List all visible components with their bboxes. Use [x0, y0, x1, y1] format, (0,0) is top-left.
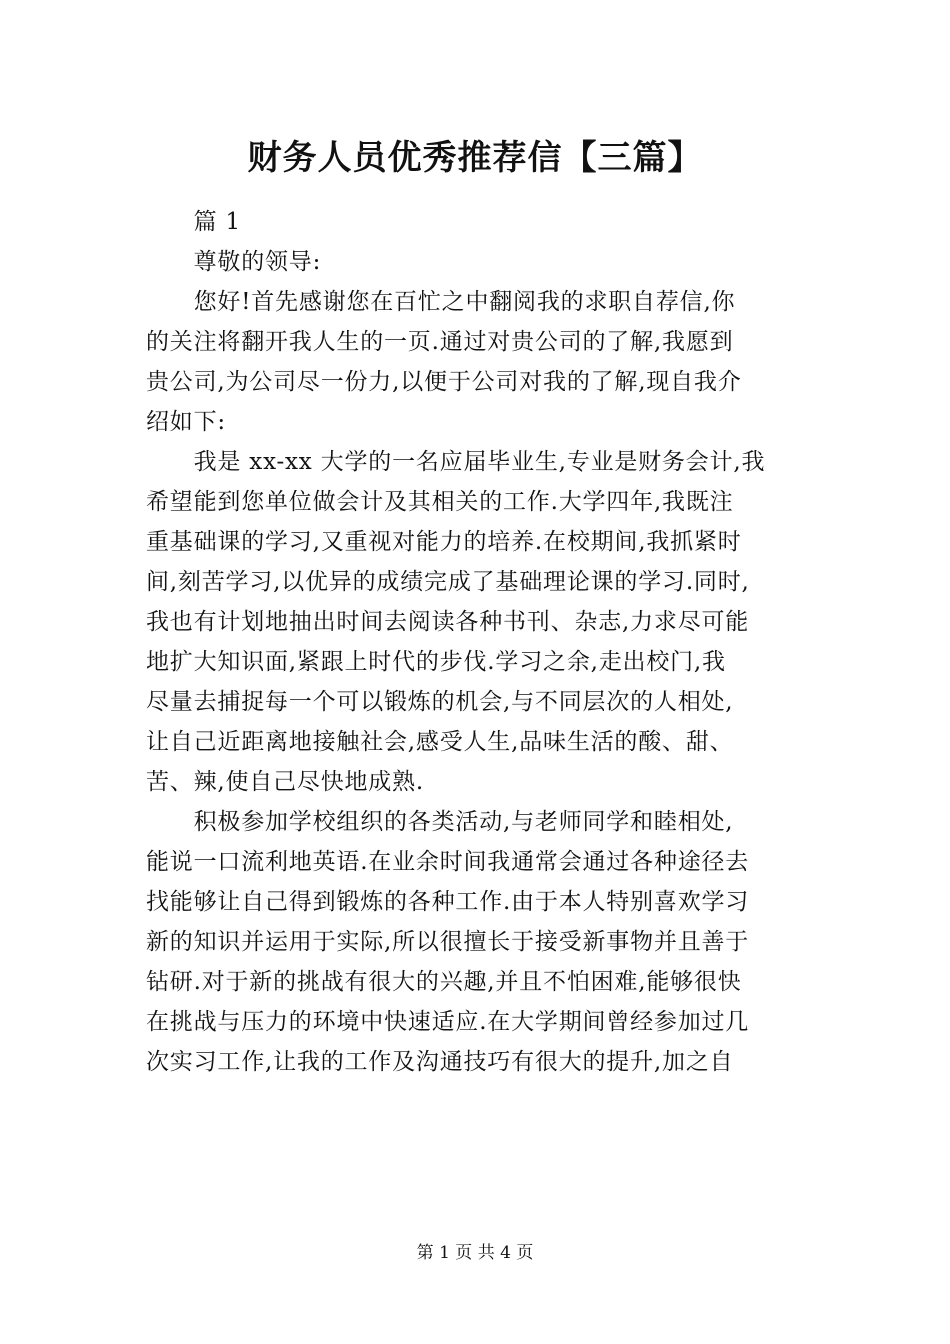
page-footer: 第 1 页 共 4 页 [416, 1243, 534, 1263]
document-title: 财务人员优秀推荐信【三篇】 [247, 138, 703, 178]
text-line: 我是 xx-xx 大学的一名应届毕业生,专业是财务会计,我 [146, 449, 766, 475]
text-line: 希望能到您单位做会计及其相关的工作.大学四年,我既注 [146, 489, 734, 515]
text-line: 钻研.对于新的挑战有很大的兴趣,并且不怕困难,能够很快 [146, 969, 742, 995]
text-line: 的关注将翻开我人生的一页.通过对贵公司的了解,我愿到 [146, 329, 734, 355]
section-heading: 篇 1 [193, 209, 241, 235]
text-line: 间,刻苦学习,以优异的成绩完成了基础理论课的学习.同时, [146, 569, 750, 595]
text-line: 贵公司,为公司尽一份力,以便于公司对我的了解,现自我介 [146, 369, 742, 395]
text-line: 绍如下: [146, 409, 226, 435]
text-line: 尽量去捕捉每一个可以锻炼的机会,与不同层次的人相处, [146, 689, 734, 715]
text-line: 重基础课的学习,又重视对能力的培养.在校期间,我抓紧时 [146, 529, 742, 555]
text-line: 积极参加学校组织的各类活动,与老师同学和睦相处, [146, 809, 734, 835]
document-body [146, 202, 816, 1082]
text-line: 苦、辣,使自己尽快地成熟. [146, 769, 425, 795]
paragraph-list [146, 282, 816, 1082]
paragraph [146, 802, 816, 1082]
salutation: 尊敬的领导: [193, 249, 322, 275]
text-line: 让自己近距离地接触社会,感受人生,品味生活的酸、甜、 [146, 729, 734, 755]
text-line: 我也有计划地抽出时间去阅读各种书刊、杂志,力求尽可能 [146, 609, 750, 635]
paragraph [146, 282, 816, 442]
text-line: 新的知识并运用于实际,所以很擅长于接受新事物并且善于 [146, 929, 750, 955]
text-line: 地扩大知识面,紧跟上时代的步伐.学习之余,走出校门,我 [146, 649, 726, 675]
paragraph [146, 442, 816, 802]
text-line: 找能够让自己得到锻炼的各种工作.由于本人特别喜欢学习 [146, 889, 750, 915]
text-line: 在挑战与压力的环境中快速适应.在大学期间曾经参加过几 [146, 1009, 750, 1035]
text-line: 能说一口流利地英语.在业余时间我通常会通过各种途径去 [146, 849, 750, 875]
text-line: 您好!首先感谢您在百忙之中翻阅我的求职自荐信,你 [146, 289, 736, 315]
text-line: 次实习工作,让我的工作及沟通技巧有很大的提升,加之自 [146, 1049, 734, 1075]
